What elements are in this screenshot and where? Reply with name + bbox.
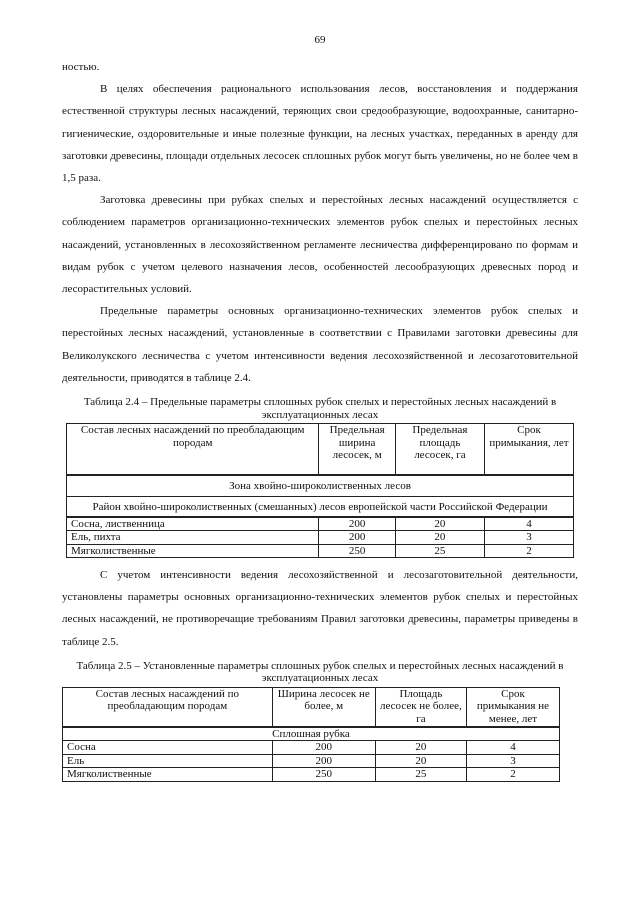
table-cell: 20 [375,741,466,755]
table-2-4 [66,423,574,558]
table-zone-row [67,475,574,497]
table-header-cell: Площадь лесосек не более, га [375,687,466,727]
table-cell: 4 [484,517,573,531]
table-row [63,741,560,755]
table-header-cell: Срок примыкания, лет [484,424,573,476]
paragraph-limit-parameters: Предельные параметры основных организационно-технических элементов рубок спелых и перестойных лесных насаждений, установленные в соответствии с Правилами заготовки древесины для Великолукского лесничества с учетом интенсивности ведения лесохозяйственной и лесозаготовительной деятельности, приводятся в таблице 2.4. [62,305,578,384]
table-cell: 200 [319,531,395,545]
table-header-cell: Срок примыкания не менее, лет [466,687,559,727]
table-cell: 200 [272,741,375,755]
table-cell: 200 [272,754,375,768]
table-cell: Мягколиственные [67,544,319,558]
table-region-row [67,497,574,517]
paragraph-rational-use: В целях обеспечения рационального использования лесов, восстановления и поддержания естественной структуры лесных насаждений, теряющих свои средообразующие, водоохранные, санитарно-гигиенические, оздоровительные и иные полезные функции, на лесных участках, переданных в аренду для заготовки древесины, площади отдельных лесосек сплошных рубок могут быть увеличены, но не более чем в 1,5 раза. [62,83,578,185]
table-row [67,544,574,558]
table-cell: Мягколиственные [63,768,273,782]
table-header-cell: Предельная ширина лесосек, м [319,424,395,476]
paragraph-continuation: ностью. [62,61,100,73]
table-cell: 250 [272,768,375,782]
table-section-row [63,727,560,741]
paragraph-harvesting: Заготовка древесины при рубках спелых и перестойных лесных насаждений осуществляется с соблюдением параметров организационно-технических элементов рубок спелых и перестойных лесных насаждений, установленных в лесохозяйственном регламенте лесничества дифференцировано по формам и видам рубок с учетом целевого назначения лесов, особенностей лесообразующих древесных пород и лесорастительных условий. [62,194,578,296]
table-row [67,531,574,545]
table-section-cell: Сплошная рубка [63,727,560,741]
table-cell: Ель [63,754,273,768]
table-cell: 3 [466,754,559,768]
table-header-cell: Состав лесных насаждений по преобладающим породам [63,687,273,727]
table-cell: 200 [319,517,395,531]
table-2-4-caption: Таблица 2.4 – Предельные параметры сплошных рубок спелых и перестойных лесных насаждений в эксплуатационных лесах [83,396,557,421]
page-content [62,56,578,782]
table-header-row [63,687,560,727]
table-region-cell: Район хвойно-широколиственных (смешанных) лесов европейской части Российской Федерации [67,497,574,517]
table-2-5-caption: Таблица 2.5 – Установленные параметры сплошных рубок спелых и перестойных лесных насаждений в эксплуатационных лесах [76,659,564,685]
table-zone-cell: Зона хвойно-широколиственных лесов [67,475,574,497]
table-cell: Сосна [63,741,273,755]
table-cell: 20 [375,754,466,768]
table-cell: 3 [484,531,573,545]
table-2-5 [62,687,560,782]
table-header-cell: Ширина лесосек не более, м [272,687,375,727]
table-cell: 2 [484,544,573,558]
table-cell: Ель, пихта [67,531,319,545]
table-cell: 20 [395,517,484,531]
table-header-cell: Предельная площадь лесосек, га [395,424,484,476]
table-cell: Сосна, лиственница [67,517,319,531]
table-cell: 20 [395,531,484,545]
table-cell: 250 [319,544,395,558]
table-header-row [67,424,574,476]
table-row [67,517,574,531]
page-number: 69 [314,34,326,46]
table-header-cell: Состав лесных насаждений по преобладающим породам [67,424,319,476]
paragraph-established-parameters: С учетом интенсивности ведения лесохозяйственной и лесозаготовительной деятельности, установлены параметры основных организационно-технических элементов рубок спелых и перестойных лесных насаждений, не противоречащие требованиям Правил заготовки древесины, параметры приведены в таблице 2.5. [62,569,578,648]
table-row [63,768,560,782]
table-cell: 25 [395,544,484,558]
table-cell: 4 [466,741,559,755]
table-row [63,754,560,768]
table-cell: 2 [466,768,559,782]
table-cell: 25 [375,768,466,782]
